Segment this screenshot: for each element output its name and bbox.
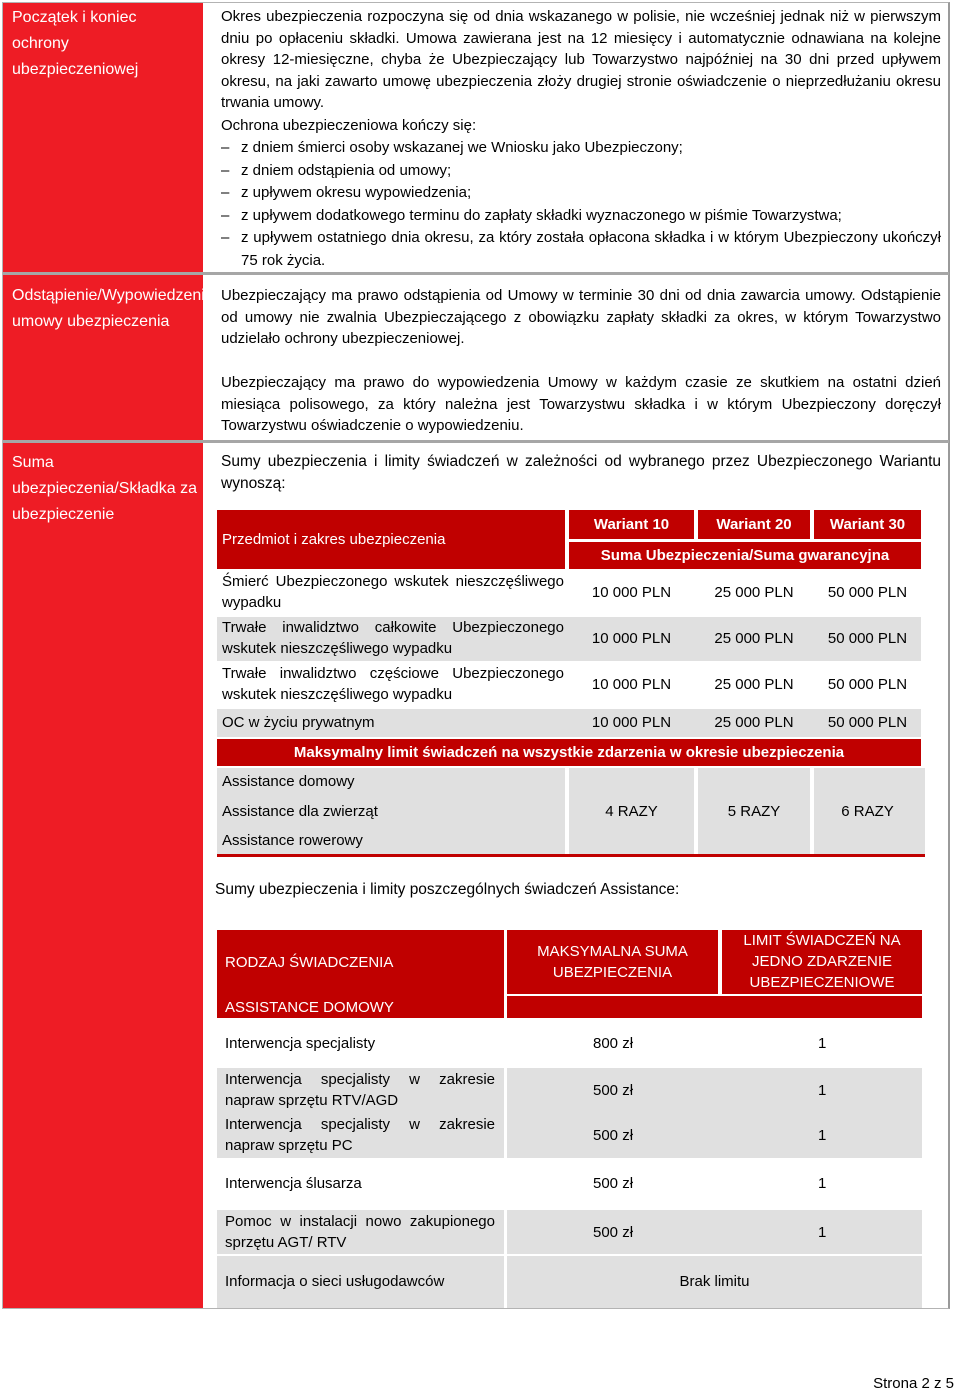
table2-row-sum: Brak limitu (679, 1273, 750, 1290)
list-item: – z upływem dodatkowego terminu do zapłaty składki wyznaczonego w piśmie Towarzystwa; (221, 205, 941, 228)
row-value: 10 000 PLN (591, 630, 672, 647)
section-divider (3, 440, 949, 443)
sum-intro-text: Sumy ubezpieczenia i limity świadczeń w zależności od wybranego przez Ubezpieczonego Wariantu wynoszą: (221, 453, 941, 492)
table2-row-label: Interwencja specjalisty (225, 1035, 376, 1052)
sum-header-label: Suma Ubezpieczenia/Suma gwarancyjna (600, 547, 890, 564)
table-header-subject-label: Przedmiot i zakres ubezpieczenia (222, 531, 446, 548)
table2-row-sum: 500 zł (593, 1224, 634, 1241)
table2-col1-sub: ASSISTANCE DOMOWY (225, 999, 394, 1016)
max-limit-label: Maksymalny limit świadczeń na wszystkie zdarzenia w okresie ubezpieczenia (293, 744, 845, 761)
table2-row-limit: 1 (818, 1082, 827, 1099)
table2-col2-label: MAKSYMALNA SUMA UBEZPIECZENIA (537, 943, 688, 981)
row-label: Śmierć Ubezpieczonego wskutek nieszczęśliwego wypadku (222, 573, 564, 611)
page-number: Strona 2 z 5 (873, 1375, 954, 1392)
dash-bullet: – (221, 161, 230, 179)
table2-row-label: Interwencja specjalisty w zakresie napraw sprzętu PC (225, 1116, 495, 1154)
dash-bullet: – (221, 206, 230, 224)
assistance-label: Assistance dla zwierząt (222, 803, 378, 820)
section-label-sum: Suma ubezpieczenia/Składka za ubezpieczenie (12, 454, 198, 523)
table2-row-sum: 500 zł (593, 1127, 634, 1144)
table2-row-limit: 1 (818, 1035, 827, 1052)
section-label-start-end: Początek i koniec ochrony ubezpieczeniowej (12, 9, 139, 78)
row-value: 50 000 PLN (827, 676, 908, 693)
table2-row-label: Interwencja specjalisty w zakresie napraw sprzętu RTV/AGD (225, 1071, 495, 1109)
list-item: – z dniem odstąpienia od umowy; (221, 160, 941, 183)
assistance-value: 5 RAZY (727, 803, 781, 820)
table2-col3-label: LIMIT ŚWIADCZEŃ NA JEDNO ZDARZENIE UBEZPIECZENIOWE (743, 932, 901, 991)
termination-text: Ubezpieczający ma prawo do wypowiedzenia Umowy w każdym czasie ze skutkiem na ostatni dzień miesiąca polisowego, za który należna jest Towarzystwu składka i w którym Ubezpieczony doręczył Towarzystwu oświadczenie o wypowiedzeniu. (221, 374, 941, 434)
table2-row-sum: 500 zł (593, 1175, 634, 1192)
dash-bullet: – (221, 229, 230, 246)
assistance-value: 6 RAZY (841, 803, 894, 820)
row-value: 25 000 PLN (714, 630, 794, 647)
section-label-withdrawal: Odstąpienie/Wypowiedzenie umowy ubezpieczenia (12, 287, 214, 330)
section-divider (3, 272, 949, 275)
assistance-intro-text: Sumy ubezpieczenia i limity poszczególnych świadczeń Assistance: (215, 881, 680, 898)
table2-row-sum: 800 zł (593, 1035, 634, 1052)
dash-bullet: – (221, 139, 230, 156)
row-value: 50 000 PLN (827, 584, 908, 601)
table2-row-limit: 1 (818, 1127, 827, 1144)
table2-row-label: Interwencja ślusarza (225, 1175, 362, 1192)
table2-row-limit: 1 (818, 1175, 827, 1192)
assistance-label: Assistance domowy (222, 773, 355, 790)
dash-bullet: – (221, 184, 230, 201)
row-value: 25 000 PLN (714, 714, 794, 731)
table-bottom-rule (217, 854, 925, 857)
list-item: – z dniem śmierci osoby wskazanej we Wniosku jako Ubezpieczony; (221, 137, 941, 160)
variant-20-label: Wariant 20 (716, 516, 792, 533)
row-label: Trwałe inwalidztwo częściowe Ubezpieczonego wskutek nieszczęśliwego wypadku (222, 665, 564, 703)
table2-row-limit: 1 (818, 1224, 827, 1241)
row-value: 50 000 PLN (827, 630, 908, 647)
assistance-label: Assistance rowerowy (222, 832, 363, 849)
list-item: – z upływem ostatniego dnia okresu, za który została opłacona składka i w którym Ubezpieczony ukończył 75 rok życia. (221, 229, 941, 269)
row-label: OC w życiu prywatnym (222, 714, 375, 731)
section-label-column (3, 3, 214, 1308)
coverage-end-intro: Ochrona ubezpieczeniowa kończy się: (221, 117, 477, 134)
table2-row-label: Pomoc w instalacji nowo zakupionego sprzętu AGT/ RTV (225, 1213, 495, 1251)
table2-header-fill (507, 996, 922, 1018)
variant-10-label: Wariant 10 (593, 516, 670, 533)
assistance-value: 4 RAZY (605, 803, 658, 820)
list-item: – z upływem okresu wypowiedzenia; (221, 182, 941, 205)
coverage-end-list (221, 137, 941, 272)
column-gap (504, 1068, 507, 1158)
row-value: 25 000 PLN (714, 584, 794, 601)
row-value: 25 000 PLN (714, 676, 794, 693)
column-gap (504, 1210, 507, 1254)
row-label: Trwałe inwalidztwo całkowite Ubezpieczonego wskutek nieszczęśliwego wypadku (222, 619, 564, 657)
row-value: 10 000 PLN (591, 714, 672, 731)
table2-row-label: Informacja o sieci usługodawców (225, 1273, 445, 1290)
table2-row-sum: 500 zł (593, 1082, 634, 1099)
withdrawal-text: Ubezpieczający ma prawo odstąpienia od Umowy w terminie 30 dni od dnia zawarcia umowy. Odstąpienie od umowy nie zwalnia Ubezpieczającego z obowiązku zapłaty składki za okres, w którym Towarzystwo udzielało ochrony ubezpieczeniowej. (221, 287, 941, 347)
coverage-period-text: Okres ubezpieczenia rozpoczyna się od dnia wskazanego w polisie, nie wcześniej jednak niż w pierwszym dniu po opłaceniu składki. Umowa zawierana jest na 12 miesięcy i automatycznie odnawiana na kolejne okresy 12-miesięczne, chyba że Ubezpieczający lub Towarzystwo najpóźniej na 30 dni przed upływem okresu, na jaki zawarto umowę ubezpieczenia złoży drugiej stronie oświadczenie o nieprzedłużaniu okresu trwania umowy. (221, 8, 941, 111)
table2-col1-label: RODZAJ ŚWIADCZENIA (225, 954, 394, 971)
row-value: 10 000 PLN (591, 676, 672, 693)
row-value: 50 000 PLN (827, 714, 908, 731)
row-value: 10 000 PLN (591, 584, 672, 601)
variant-30-label: Wariant 30 (829, 516, 906, 533)
